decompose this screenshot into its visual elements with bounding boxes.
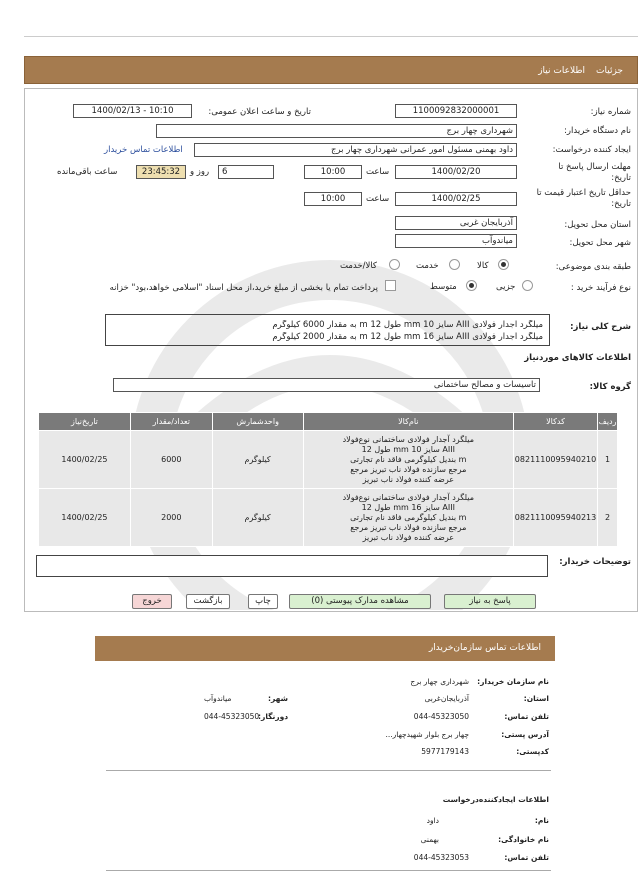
notes-field	[36, 555, 548, 577]
col-index: ردیف	[598, 413, 618, 431]
exit-button[interactable]: خروج	[132, 594, 172, 609]
creator-last-name-value: بهمنی	[420, 835, 439, 844]
print-button[interactable]: چاپ	[248, 594, 278, 609]
deadline-time-label: ساعت	[366, 167, 390, 177]
description-label: شرح کلی نیاز:	[570, 322, 631, 332]
creator-last-name-label: نام خانوادگی:	[498, 835, 549, 844]
contact-address-label: آدرس پستی:	[501, 730, 549, 739]
row-unit: کیلوگرم	[212, 489, 303, 547]
reply-button[interactable]: پاسخ به نیاز	[444, 594, 536, 609]
view-documents-button[interactable]: مشاهده مدارک پیوستی (0)	[289, 594, 431, 609]
process-label: نوع فرآیند خرید :	[570, 283, 631, 293]
contact-province-value: آذربایجان‌غربی	[424, 694, 469, 703]
contact-city-value: میاندوآب	[204, 694, 232, 703]
col-date: تاریخ‌نیاز	[39, 413, 131, 431]
contact-phone-value: 044-45323050	[413, 712, 469, 721]
contact-divider	[106, 770, 551, 771]
col-name: نام‌کالا	[303, 413, 513, 431]
category-radio-service[interactable]	[449, 259, 460, 270]
validity-time-field: 10:00	[304, 192, 362, 206]
contact-fax-label: دورنگار:	[258, 712, 289, 721]
row-name	[303, 431, 513, 489]
buyer-field: شهرداری چهار برج	[156, 124, 517, 138]
row-qty: 2000	[130, 489, 212, 547]
process-option-minor: جزیی	[496, 282, 516, 292]
goods-section-title: اطلاعات کالاهای موردنیاز	[524, 353, 631, 363]
creator-field: داود بهمنی مسئول امور عمرانی شهرداری چهار برج	[194, 143, 517, 157]
payment-note: پرداخت تمام یا بخشی از مبلغ خرید،از محل اسناد "اسلامی خواهد،بود" خزانه	[109, 283, 378, 293]
goods-table	[38, 412, 618, 547]
description-line-1: میلگرد آجدار فولادی AIII سایز 10 mm طول 12 m به مقدار 6000 کیلوگرم	[272, 320, 543, 330]
process-option-medium: متوسط	[430, 282, 457, 292]
need-number-label: شماره نیاز:	[590, 107, 631, 117]
city-field: میاندوآب	[395, 234, 517, 248]
creator-label: ایجاد کننده درخواست:	[552, 145, 631, 155]
contact-buyer-value: شهرداری چهار برج	[410, 677, 469, 686]
back-button[interactable]: بازگشت	[186, 594, 230, 609]
row-name-line: میلگرد آجدار فولادی ساختمانی نوع‌فولاد	[342, 434, 474, 444]
validity-label: حداقل تاریخ اعتبار قیمت تا تاریخ:	[536, 188, 631, 209]
validity-date-field: 1400/02/25	[395, 192, 517, 206]
category-option-both: کالا/خدمت	[340, 261, 377, 271]
tab-need-info[interactable]: اطلاعات نیاز	[538, 66, 585, 76]
row-name-line: مرجع سازنده فولاد ناب تبریز مرجع	[350, 522, 467, 532]
row-name-line: میلگرد آجدار فولادی ساختمانی نوع‌فولاد	[342, 492, 474, 502]
deadline-label: مهلت ارسال پاسخ تا تاریخ:	[558, 162, 631, 183]
need-number-field: 1100092832000001	[395, 104, 517, 118]
buyer-label: نام دستگاه خریدار:	[564, 126, 631, 136]
creator-first-name-label: نام:	[534, 816, 549, 825]
contact-postal-value: 5977179143	[421, 747, 469, 756]
top-divider	[24, 36, 638, 37]
creator-phone-value: 044-45323053	[413, 853, 469, 862]
row-name-line: AIII سایز 16 mm طول 12	[361, 502, 455, 512]
contact-header	[95, 636, 555, 661]
process-radio-medium[interactable]	[466, 280, 477, 291]
payment-checkbox[interactable]	[385, 280, 396, 291]
row-name-line: m بندیل کیلوگرمی فاقد نام تجارتی	[350, 454, 467, 464]
announce-field: 1400/02/13 - 10:10	[73, 104, 192, 118]
row-unit: کیلوگرم	[212, 431, 303, 489]
page-header	[24, 56, 638, 84]
category-radio-goods[interactable]	[498, 259, 509, 270]
days-label: روز و	[190, 167, 210, 177]
row-date: 1400/02/25	[39, 489, 131, 547]
col-qty: تعداد/مقدار	[130, 413, 212, 431]
deadline-time-field: 10:00	[304, 165, 362, 179]
contact-buyer-label: نام سازمان خریدار:	[477, 677, 549, 686]
row-index: 1	[598, 431, 618, 489]
row-qty: 6000	[130, 431, 212, 489]
remaining-label: ساعت باقی‌مانده	[57, 167, 118, 177]
tab-details[interactable]: جزئیات	[596, 66, 623, 76]
row-index: 2	[598, 489, 618, 547]
creator-phone-label: تلفن تماس:	[504, 853, 549, 862]
col-unit: واحدشمارش	[212, 413, 303, 431]
contact-postal-label: کدپستی:	[516, 747, 549, 756]
contact-city-label: شهر:	[268, 694, 288, 703]
process-radio-minor[interactable]	[522, 280, 533, 291]
category-option-service: خدمت	[416, 261, 439, 271]
row-name-line: m بندیل کیلوگرمی فاقد نام تجارتی	[350, 512, 467, 522]
announce-label: تاریخ و ساعت اعلان عمومی:	[208, 107, 311, 117]
notes-label: توضیحات خریدار:	[559, 557, 631, 567]
description-line-2: میلگرد آجدار فولادی AIII سایز 16 mm طول 12 m به مقدار 2000 کیلوگرم	[272, 332, 543, 342]
buyer-contact-link[interactable]: اطلاعات تماس خریدار	[104, 145, 183, 155]
col-code: کدکالا	[514, 413, 598, 431]
row-date: 1400/02/25	[39, 431, 131, 489]
creator-info-title: اطلاعات ایجادکننده‌درخواست	[442, 795, 549, 804]
category-label: طبقه بندی موضوعی:	[555, 262, 631, 272]
contact-address-value: چهار برج بلوار شهید‌چهار...	[385, 730, 469, 739]
validity-time-label: ساعت	[366, 194, 390, 204]
deadline-date-field: 1400/02/20	[395, 165, 517, 179]
province-field: آذربایجان غربی	[395, 216, 517, 230]
creator-first-name-value: داود	[426, 816, 439, 825]
days-field: 6	[218, 165, 274, 179]
contact-fax-value: 044-45323050	[204, 712, 260, 721]
province-label: استان محل تحویل:	[564, 220, 631, 230]
row-name-line: عرضه کننده فولاد ناب تبریز	[362, 532, 455, 542]
row-name	[303, 489, 513, 547]
category-radio-both[interactable]	[389, 259, 400, 270]
row-code: 0821110095940213	[514, 489, 598, 547]
table-row	[39, 431, 618, 489]
goods-group-field: تاسیسات و مصالح ساختمانی	[113, 378, 540, 392]
goods-group-label: گروه کالا:	[589, 382, 631, 392]
category-option-goods: کالا	[477, 261, 489, 271]
contact-phone-label: تلفن تماس:	[504, 712, 549, 721]
remaining-time-field: 23:45:32	[136, 165, 186, 179]
table-row	[39, 489, 618, 547]
row-code: 0821110095940210	[514, 431, 598, 489]
row-name-line: مرجع سازنده فولاد ناب تبریز مرجع	[350, 464, 467, 474]
row-name-line: AIII سایز 10 mm طول 12	[361, 444, 455, 454]
creator-divider	[106, 870, 551, 871]
row-name-line: عرضه کننده فولاد ناب تبریز	[362, 474, 455, 484]
city-label: شهر محل تحویل:	[569, 238, 631, 248]
contact-province-label: استان:	[523, 694, 549, 703]
contact-title: اطلاعات تماس سازمان‌خریدار	[428, 643, 541, 653]
